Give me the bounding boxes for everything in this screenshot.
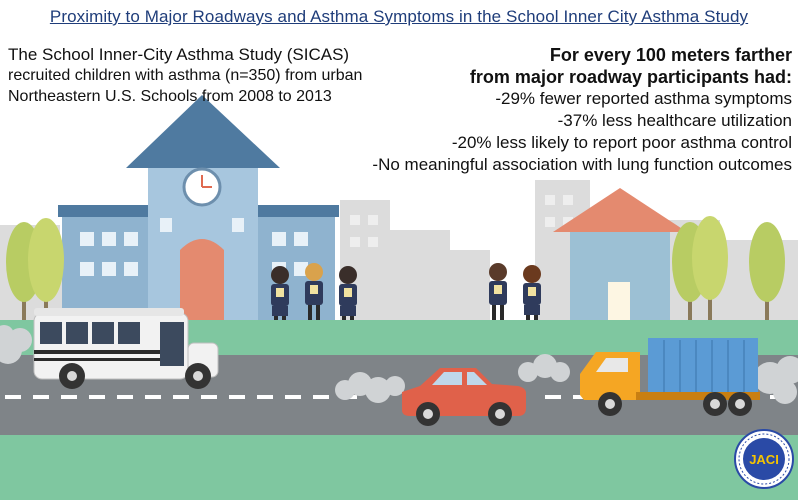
- school-building: [58, 95, 339, 320]
- intro-line: recruited children with asthma (n=350) from urban: [8, 67, 363, 84]
- key-findings: [322, 44, 792, 176]
- findings-heading: from major roadway participants had:: [469, 67, 792, 87]
- jaci-logo: [735, 430, 793, 488]
- grass-bottom: [0, 435, 798, 500]
- logo-text: JACI: [749, 452, 779, 467]
- school-door: [180, 239, 224, 320]
- finding-item: -No meaningful association with lung function outcomes: [372, 155, 792, 174]
- findings-heading: For every 100 meters farther: [549, 45, 792, 65]
- intro-line: Northeastern U.S. Schools from 2008 to 2013: [8, 88, 332, 105]
- page-title: Proximity to Major Roadways and Asthma Symptoms in the School Inner City Asthma Study: [49, 7, 749, 26]
- finding-item: -20% less likely to report poor asthma control: [451, 133, 792, 152]
- finding-item: -37% less healthcare utilization: [557, 111, 792, 130]
- intro-line: The School Inner-City Asthma Study (SICAS): [8, 45, 350, 64]
- finding-item: -29% fewer reported asthma symptoms: [495, 89, 792, 108]
